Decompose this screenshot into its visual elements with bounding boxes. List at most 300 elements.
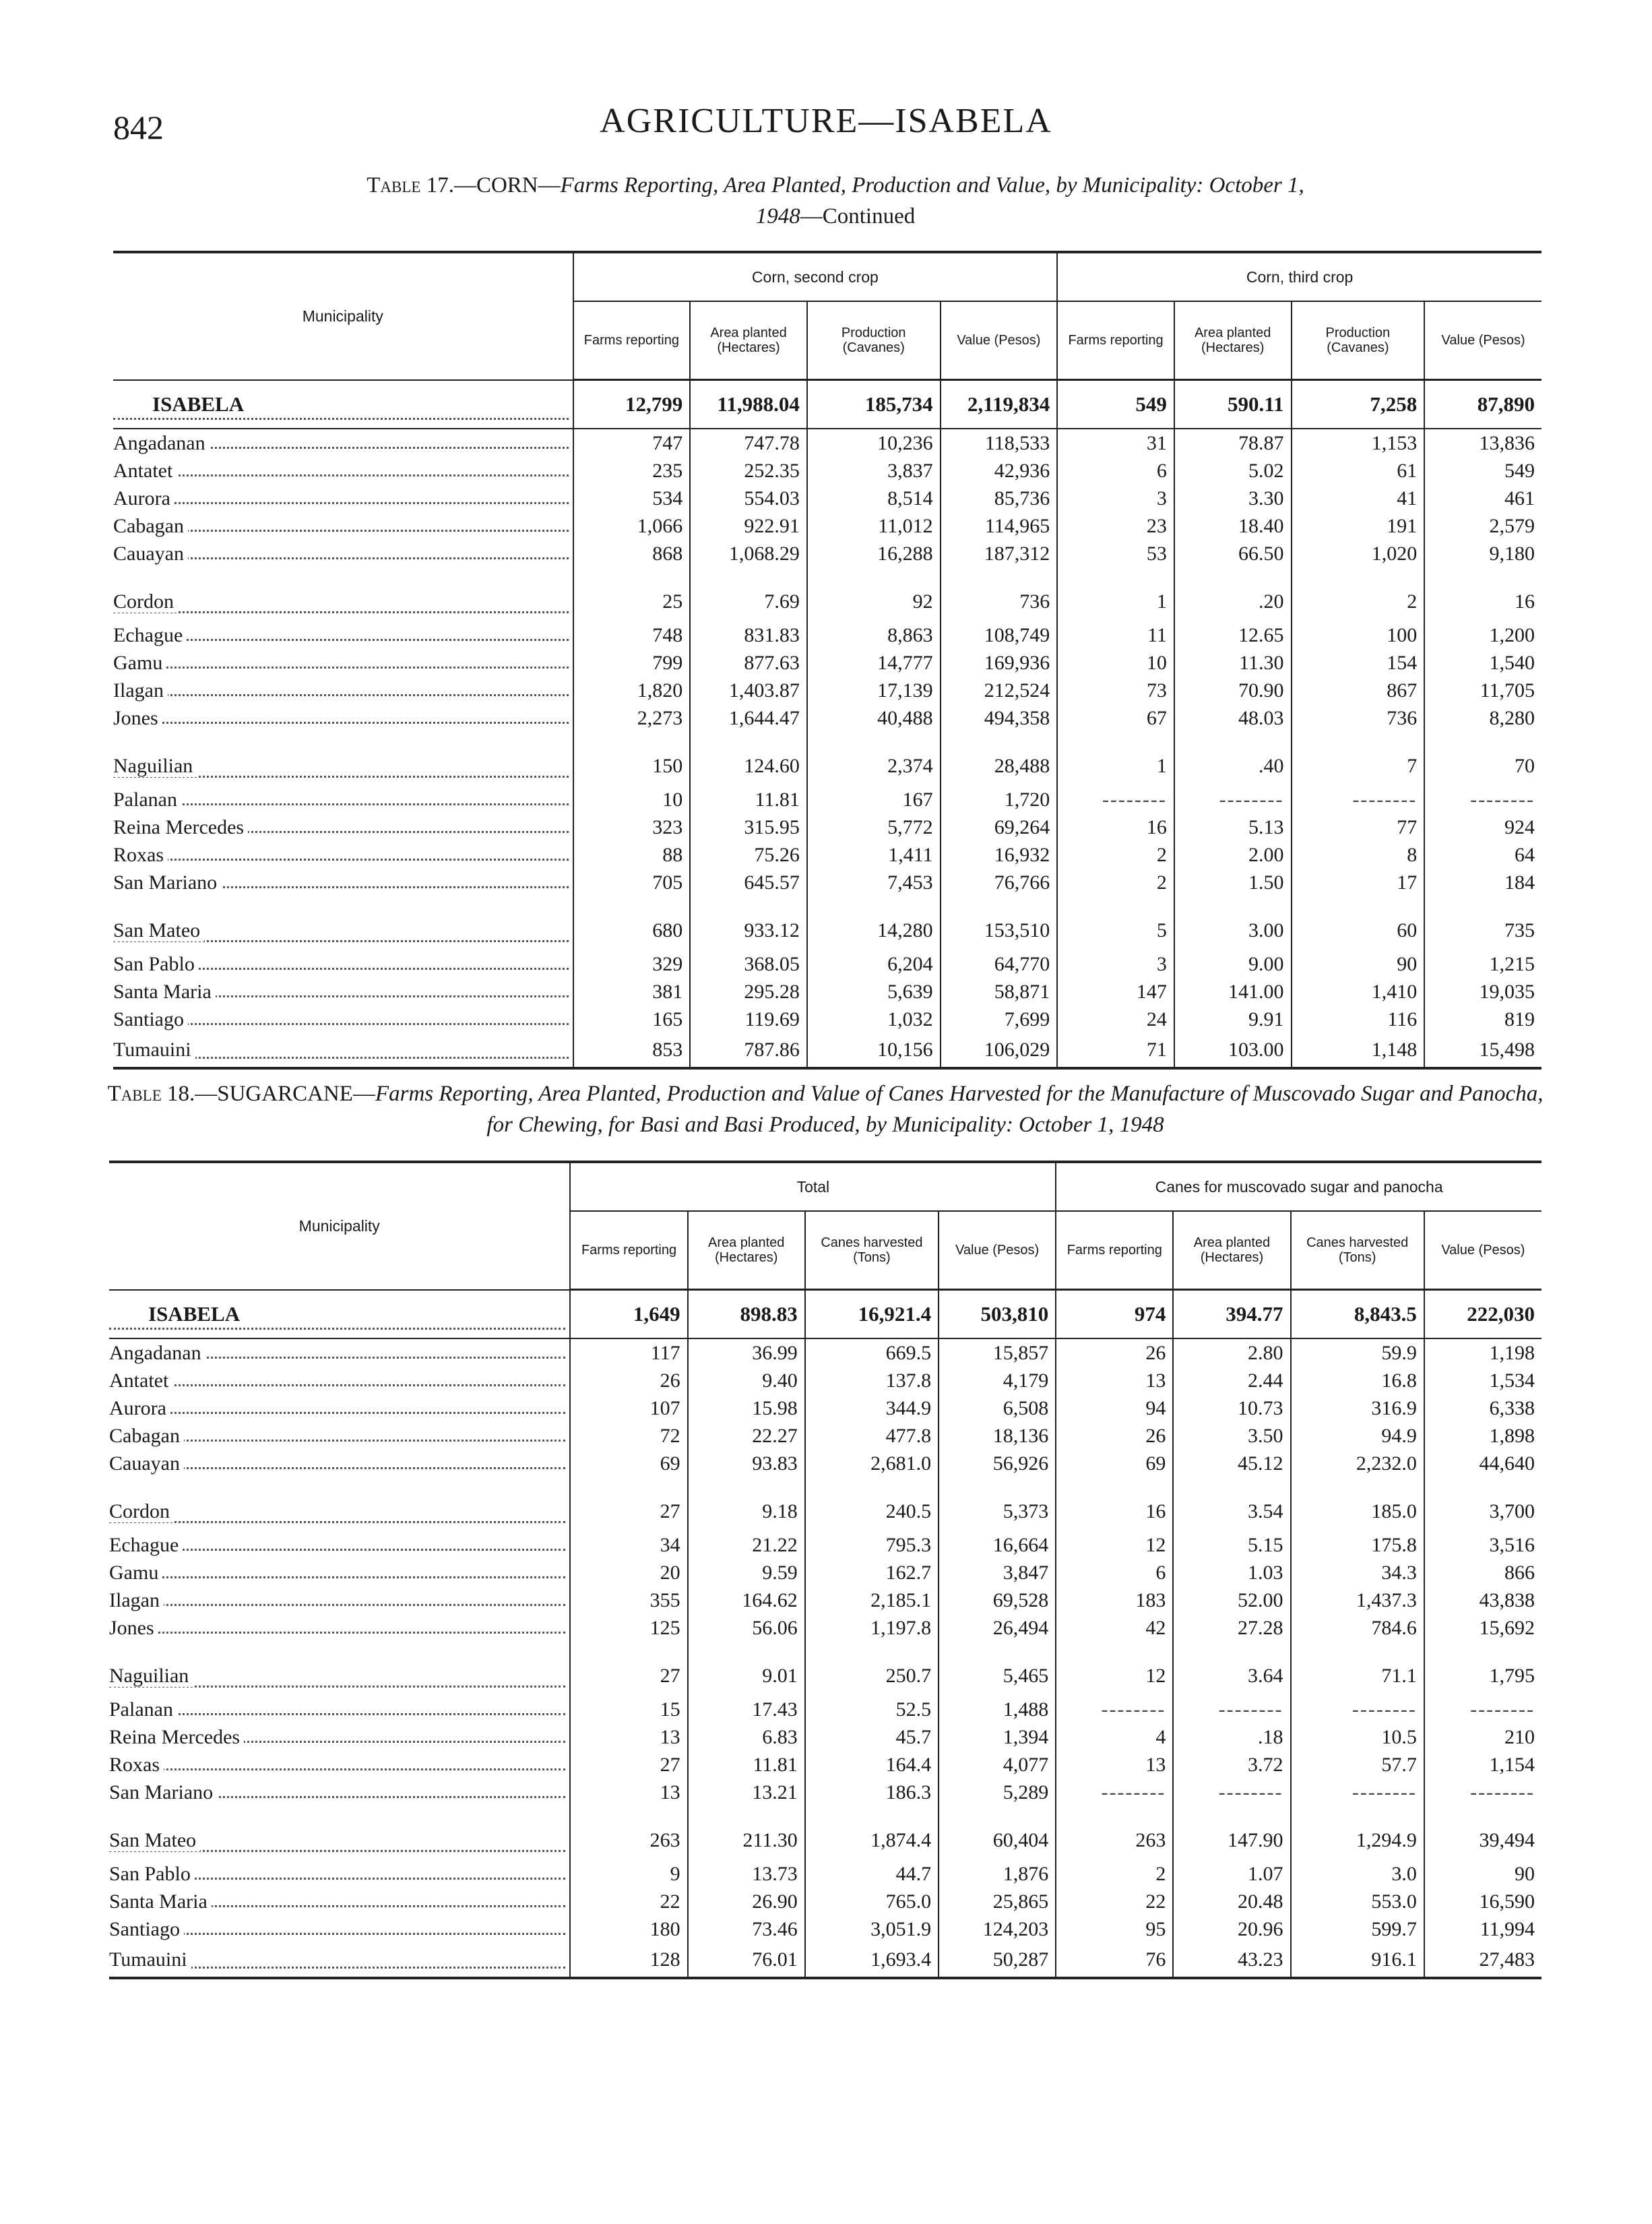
table-cell: 2,374 [807, 732, 941, 786]
table-cell: 64,770 [941, 950, 1058, 978]
table-cell: 13 [570, 1779, 687, 1806]
table-cell: 162.7 [805, 1559, 939, 1586]
table-cell: 8,843.5 [1291, 1290, 1424, 1339]
table-row [113, 621, 1542, 649]
table-row [109, 1531, 1542, 1559]
municipality-label: San Pablo [113, 953, 199, 975]
municipality-label: Roxas [113, 844, 168, 866]
column-header: Canes harvested (Tons) [1291, 1211, 1424, 1290]
table-cell: 853 [573, 1033, 691, 1068]
table-cell: 263 [1056, 1806, 1173, 1860]
table-cell: 355 [570, 1586, 687, 1614]
municipality-name [113, 813, 573, 841]
table-row [109, 1642, 1542, 1696]
table-cell: 1,488 [939, 1696, 1056, 1723]
table-cell: 184 [1424, 869, 1542, 896]
table-cell: 748 [573, 621, 691, 649]
table-cell: 3 [1057, 485, 1174, 512]
table-cell: 27,483 [1424, 1943, 1542, 1978]
table-cell: 4 [1056, 1723, 1173, 1751]
table-cell: 2,579 [1424, 512, 1542, 540]
municipality-label: Reina Mercedes [109, 1726, 244, 1748]
table-cell: 124.60 [690, 732, 807, 786]
table-cell: 1,215 [1424, 950, 1542, 978]
group-header: Canes for muscovado sugar and panocha [1056, 1162, 1542, 1211]
table-row [109, 1888, 1542, 1915]
municipality-name [109, 1696, 570, 1723]
table-cell: 974 [1056, 1290, 1173, 1339]
column-header: Area planted (Hectares) [1174, 301, 1292, 380]
table-cell: 554.03 [690, 485, 807, 512]
municipality-label: San Mariano [113, 871, 221, 894]
municipality-label: Naguilian [113, 755, 197, 777]
table-cell: 164.4 [805, 1751, 939, 1779]
table-cell: 72 [570, 1422, 687, 1450]
municipality-label: Cabagan [109, 1425, 184, 1447]
column-header: Canes harvested (Tons) [805, 1211, 939, 1290]
municipality-label: Tumauini [109, 1948, 191, 1971]
table-row [109, 1394, 1542, 1422]
table-cell: 12.65 [1174, 621, 1292, 649]
table-cell: 8 [1292, 841, 1425, 869]
table-cell: 48.03 [1174, 704, 1292, 732]
table-row [109, 1860, 1542, 1888]
table-cell: 1,032 [807, 1006, 941, 1033]
table-cell: 137.8 [805, 1367, 939, 1394]
table-cell: 2 [1056, 1860, 1173, 1888]
table-cell: 26 [1056, 1422, 1173, 1450]
municipality-name [109, 1915, 570, 1943]
table17-title-italic: Farms Reporting, Area Planted, Production and Value, by Municipality: October 1, 1948 [560, 173, 1304, 228]
table-cell: 3.64 [1173, 1642, 1290, 1696]
table-cell: 13 [570, 1723, 687, 1751]
table-cell: 1,411 [807, 841, 941, 869]
table-row [109, 1338, 1542, 1367]
table-cell: 898.83 [688, 1290, 805, 1339]
table-cell: 1,403.87 [690, 677, 807, 704]
table-cell: 11,988.04 [690, 380, 807, 429]
table-cell: 235 [573, 457, 691, 485]
municipality-header: Municipality [109, 1162, 570, 1290]
table-cell: 9 [570, 1860, 687, 1888]
table-cell: 916.1 [1291, 1943, 1424, 1978]
table-row [109, 1422, 1542, 1450]
table-cell: 19,035 [1424, 978, 1542, 1006]
column-header: Value (Pesos) [941, 301, 1058, 380]
total-row [113, 380, 1542, 429]
table-cell: 42,936 [941, 457, 1058, 485]
table-cell: 106,029 [941, 1033, 1058, 1068]
table-cell: 11,705 [1424, 677, 1542, 704]
table-cell: 26.90 [688, 1888, 805, 1915]
municipality-label: San Pablo [109, 1863, 195, 1885]
column-header: Farms reporting [573, 301, 691, 380]
municipality-label: Santa Maria [113, 981, 216, 1003]
table-row [109, 1696, 1542, 1723]
table-cell: 6,338 [1424, 1394, 1542, 1422]
table17-body [113, 380, 1542, 1069]
table-cell: 3.30 [1174, 485, 1292, 512]
group-header: Total [570, 1162, 1056, 1211]
table-cell: 78.87 [1174, 429, 1292, 457]
table-cell: 831.83 [690, 621, 807, 649]
table-cell: 877.63 [690, 649, 807, 677]
table-cell: -------- [1174, 786, 1292, 813]
table-cell: 69,528 [939, 1586, 1056, 1614]
table-cell: 15,857 [939, 1338, 1056, 1367]
table-cell: 1 [1057, 567, 1174, 621]
table-cell: 1,148 [1292, 1033, 1425, 1068]
municipality-name [113, 429, 573, 457]
table-cell: 61 [1292, 457, 1425, 485]
table-cell: 147.90 [1173, 1806, 1290, 1860]
municipality-label: Jones [113, 707, 162, 729]
table-cell: 368.05 [690, 950, 807, 978]
table-cell: 2.80 [1173, 1338, 1290, 1367]
table-cell: 66.50 [1174, 540, 1292, 567]
table-cell: 14,777 [807, 649, 941, 677]
column-header: Production (Cavanes) [807, 301, 941, 380]
table-cell: 185,734 [807, 380, 941, 429]
table-cell: 9.01 [688, 1642, 805, 1696]
table-cell: -------- [1424, 1696, 1542, 1723]
table-cell: 924 [1424, 813, 1542, 841]
table-cell: 381 [573, 978, 691, 1006]
table-cell: 323 [573, 813, 691, 841]
table-cell: 1,154 [1424, 1751, 1542, 1779]
table-cell: 16,590 [1424, 1888, 1542, 1915]
table-cell: 16,288 [807, 540, 941, 567]
group-header: Corn, third crop [1057, 252, 1542, 301]
table-cell: 503,810 [939, 1290, 1056, 1339]
table-row [113, 869, 1542, 896]
table-cell: 27 [570, 1642, 687, 1696]
municipality-label: Gamu [109, 1562, 162, 1584]
table-cell: 180 [570, 1915, 687, 1943]
table-cell: 10,156 [807, 1033, 941, 1068]
table-cell: 3.50 [1173, 1422, 1290, 1450]
table-cell: 1,197.8 [805, 1614, 939, 1642]
table-cell: 10,236 [807, 429, 941, 457]
municipality-label: Ilagan [109, 1589, 164, 1611]
municipality-label: Aurora [113, 487, 174, 509]
table-cell: 784.6 [1291, 1614, 1424, 1642]
municipality-name [109, 1290, 570, 1339]
table-cell: 90 [1292, 950, 1425, 978]
municipality-name [109, 1779, 570, 1806]
table-cell: 28,488 [941, 732, 1058, 786]
table-cell: 1,874.4 [805, 1806, 939, 1860]
table-cell: 187,312 [941, 540, 1058, 567]
municipality-name [113, 978, 573, 1006]
table-cell: 866 [1424, 1559, 1542, 1586]
table-cell: 1,820 [573, 677, 691, 704]
table-row [113, 950, 1542, 978]
municipality-name [109, 1338, 570, 1367]
table-cell: 165 [573, 1006, 691, 1033]
municipality-label: San Mariano [109, 1781, 217, 1803]
table-cell: 95 [1056, 1915, 1173, 1943]
table-cell: 42 [1056, 1614, 1173, 1642]
table-cell: 25 [573, 567, 691, 621]
column-header: Area planted (Hectares) [1173, 1211, 1290, 1290]
table-cell: 2,119,834 [941, 380, 1058, 429]
table-cell: 1,068.29 [690, 540, 807, 567]
table-cell: 17 [1292, 869, 1425, 896]
municipality-name [109, 1559, 570, 1586]
table-cell: 747.78 [690, 429, 807, 457]
table-cell: 45.7 [805, 1723, 939, 1751]
column-header: Farms reporting [1057, 301, 1174, 380]
table-cell: .20 [1174, 567, 1292, 621]
table-cell: 11.30 [1174, 649, 1292, 677]
table-cell: 75.26 [690, 841, 807, 869]
municipality-name [109, 1531, 570, 1559]
table-cell: 1,198 [1424, 1338, 1542, 1367]
table-cell: 77 [1292, 813, 1425, 841]
table-cell: 736 [941, 567, 1058, 621]
table-cell: 53 [1057, 540, 1174, 567]
table-cell: 6.83 [688, 1723, 805, 1751]
table-cell: 534 [573, 485, 691, 512]
table-cell: 141.00 [1174, 978, 1292, 1006]
table-row [113, 978, 1542, 1006]
table-cell: 128 [570, 1943, 687, 1978]
table-row [109, 1751, 1542, 1779]
table-cell: 1,066 [573, 512, 691, 540]
table-cell: 680 [573, 896, 691, 950]
table-cell: 88 [573, 841, 691, 869]
table-cell: 16,921.4 [805, 1290, 939, 1339]
municipality-name [109, 1367, 570, 1394]
table-cell: 8,514 [807, 485, 941, 512]
table-cell: 1,795 [1424, 1642, 1542, 1696]
table-cell: 735 [1424, 896, 1542, 950]
table-cell: 10.73 [1173, 1394, 1290, 1422]
table-cell: 6,204 [807, 950, 941, 978]
table-cell: 252.35 [690, 457, 807, 485]
table-cell: 3.54 [1173, 1477, 1290, 1531]
municipality-label: Cordon [109, 1500, 174, 1522]
table-cell: 765.0 [805, 1888, 939, 1915]
table-cell: -------- [1173, 1696, 1290, 1723]
table-cell: 7.69 [690, 567, 807, 621]
municipality-label: Ilagan [113, 679, 168, 702]
table-cell: 295.28 [690, 978, 807, 1006]
table-cell: 10 [573, 786, 691, 813]
table-cell: 9.59 [688, 1559, 805, 1586]
table-cell: 60 [1292, 896, 1425, 950]
table-cell: 263 [570, 1806, 687, 1860]
table-cell: 599.7 [1291, 1915, 1424, 1943]
table-row [113, 786, 1542, 813]
municipality-name [113, 732, 573, 786]
table-cell: 461 [1424, 485, 1542, 512]
municipality-name [109, 1586, 570, 1614]
table-row [109, 1806, 1542, 1860]
municipality-label: San Mateo [109, 1829, 200, 1851]
table-cell: 3,837 [807, 457, 941, 485]
table17-corn [113, 251, 1542, 1070]
municipality-name [113, 841, 573, 869]
column-header: Farms reporting [1056, 1211, 1173, 1290]
table-cell: 747 [573, 429, 691, 457]
table-cell: 13.21 [688, 1779, 805, 1806]
table-cell: 3.0 [1291, 1860, 1424, 1888]
table-cell: 119.69 [690, 1006, 807, 1033]
table-row [113, 649, 1542, 677]
table-cell: 14,280 [807, 896, 941, 950]
municipality-label: Palanan [113, 789, 181, 811]
table-cell: 164.62 [688, 1586, 805, 1614]
table-cell: 20.48 [1173, 1888, 1290, 1915]
table-cell: 167 [807, 786, 941, 813]
table-cell: 147 [1057, 978, 1174, 1006]
municipality-label: Echague [113, 624, 187, 646]
table-cell: 9.40 [688, 1367, 805, 1394]
table-cell: 6,508 [939, 1394, 1056, 1422]
table-cell: 76 [1056, 1943, 1173, 1978]
table-cell: 108,749 [941, 621, 1058, 649]
table-cell: 212,524 [941, 677, 1058, 704]
table-cell: 16.8 [1291, 1367, 1424, 1394]
table-cell: 114,965 [941, 512, 1058, 540]
table-cell: 394.77 [1173, 1290, 1290, 1339]
table-cell: 2,681.0 [805, 1450, 939, 1477]
municipality-label: Echague [109, 1534, 183, 1556]
table-cell: 26 [570, 1367, 687, 1394]
running-head: AGRICULTURE—ISABELA [600, 102, 1052, 140]
table-cell: 185.0 [1291, 1477, 1424, 1531]
municipality-name [113, 457, 573, 485]
municipality-name [109, 1614, 570, 1642]
municipality-name [113, 869, 573, 896]
municipality-name [109, 1477, 570, 1531]
municipality-label: Tumauini [113, 1039, 195, 1061]
table-cell: 669.5 [805, 1338, 939, 1367]
table-cell: 1,153 [1292, 429, 1425, 457]
table-cell: 26,494 [939, 1614, 1056, 1642]
table17-title-plain: —CORN— [453, 173, 561, 197]
table-cell: 9.91 [1174, 1006, 1292, 1033]
table-cell: 3,700 [1424, 1477, 1542, 1531]
table-cell: 316.9 [1291, 1394, 1424, 1422]
table-cell: 31 [1057, 429, 1174, 457]
table-cell: 13,836 [1424, 429, 1542, 457]
table-cell: 1,410 [1292, 978, 1425, 1006]
table-row [109, 1450, 1542, 1477]
table-cell: 9.00 [1174, 950, 1292, 978]
table-cell: 5 [1057, 896, 1174, 950]
table-cell: 4,077 [939, 1751, 1056, 1779]
table-row [113, 704, 1542, 732]
table-row [109, 1943, 1542, 1978]
table-row [109, 1779, 1542, 1806]
municipality-name [113, 1033, 573, 1068]
table-cell: 64 [1424, 841, 1542, 869]
table-cell: 705 [573, 869, 691, 896]
table-cell: 5.13 [1174, 813, 1292, 841]
table-cell: 11.81 [688, 1751, 805, 1779]
table-cell: 73 [1057, 677, 1174, 704]
table-cell: 8,863 [807, 621, 941, 649]
table-cell: 11 [1057, 621, 1174, 649]
table-row [113, 512, 1542, 540]
table-cell: 867 [1292, 677, 1425, 704]
table-cell: 16,664 [939, 1531, 1056, 1559]
table-cell: 56.06 [688, 1614, 805, 1642]
table-cell: 2 [1057, 869, 1174, 896]
table18-sugarcane [109, 1161, 1542, 1979]
table-cell: 1,394 [939, 1723, 1056, 1751]
table-cell: 799 [573, 649, 691, 677]
municipality-label: Angadanan [113, 432, 210, 454]
table-cell: -------- [1291, 1779, 1424, 1806]
table-cell: 477.8 [805, 1422, 939, 1450]
table-cell: 27 [570, 1751, 687, 1779]
table-cell: 90 [1424, 1860, 1542, 1888]
table-cell: 24 [1057, 1006, 1174, 1033]
table-cell: 7 [1292, 732, 1425, 786]
table-cell: 1,020 [1292, 540, 1425, 567]
table-cell: 10.5 [1291, 1723, 1424, 1751]
table-cell: 3.72 [1173, 1751, 1290, 1779]
table-row [113, 841, 1542, 869]
municipality-name [109, 1394, 570, 1422]
table-cell: -------- [1424, 786, 1542, 813]
table-cell: 153,510 [941, 896, 1058, 950]
table-cell: 3 [1057, 950, 1174, 978]
table-cell: 34.3 [1291, 1559, 1424, 1586]
table-cell: 87,890 [1424, 380, 1542, 429]
table-cell: 2 [1292, 567, 1425, 621]
table-cell: 71.1 [1291, 1642, 1424, 1696]
table-cell: 10 [1057, 649, 1174, 677]
table-cell: 124,203 [939, 1915, 1056, 1943]
table-cell: 73.46 [688, 1915, 805, 1943]
municipality-name [113, 1006, 573, 1033]
table-cell: 15 [570, 1696, 687, 1723]
municipality-name [113, 950, 573, 978]
table-row [109, 1723, 1542, 1751]
table-cell: 1,649 [570, 1290, 687, 1339]
table-cell: 3,847 [939, 1559, 1056, 1586]
table-cell: 5,373 [939, 1477, 1056, 1531]
table-cell: 9.18 [688, 1477, 805, 1531]
table-cell: 16 [1424, 567, 1542, 621]
table-cell: -------- [1291, 1696, 1424, 1723]
table-row [113, 457, 1542, 485]
table-row [113, 1033, 1542, 1068]
table-cell: 1,540 [1424, 649, 1542, 677]
table-cell: 5.15 [1173, 1531, 1290, 1559]
municipality-label: Reina Mercedes [113, 816, 248, 838]
table-cell: 15.98 [688, 1394, 805, 1422]
municipality-label: Cauayan [113, 543, 188, 565]
table-row [109, 1614, 1542, 1642]
municipality-name [113, 380, 573, 429]
municipality-name [109, 1642, 570, 1696]
table-cell: 1,693.4 [805, 1943, 939, 1978]
table-cell: 1,898 [1424, 1422, 1542, 1450]
table-cell: 175.8 [1291, 1531, 1424, 1559]
table-row [109, 1586, 1542, 1614]
table-cell: 787.86 [690, 1033, 807, 1068]
table-cell: 549 [1424, 457, 1542, 485]
table-cell: 45.12 [1173, 1450, 1290, 1477]
table-cell: -------- [1173, 1779, 1290, 1806]
table-cell: 1.07 [1173, 1860, 1290, 1888]
